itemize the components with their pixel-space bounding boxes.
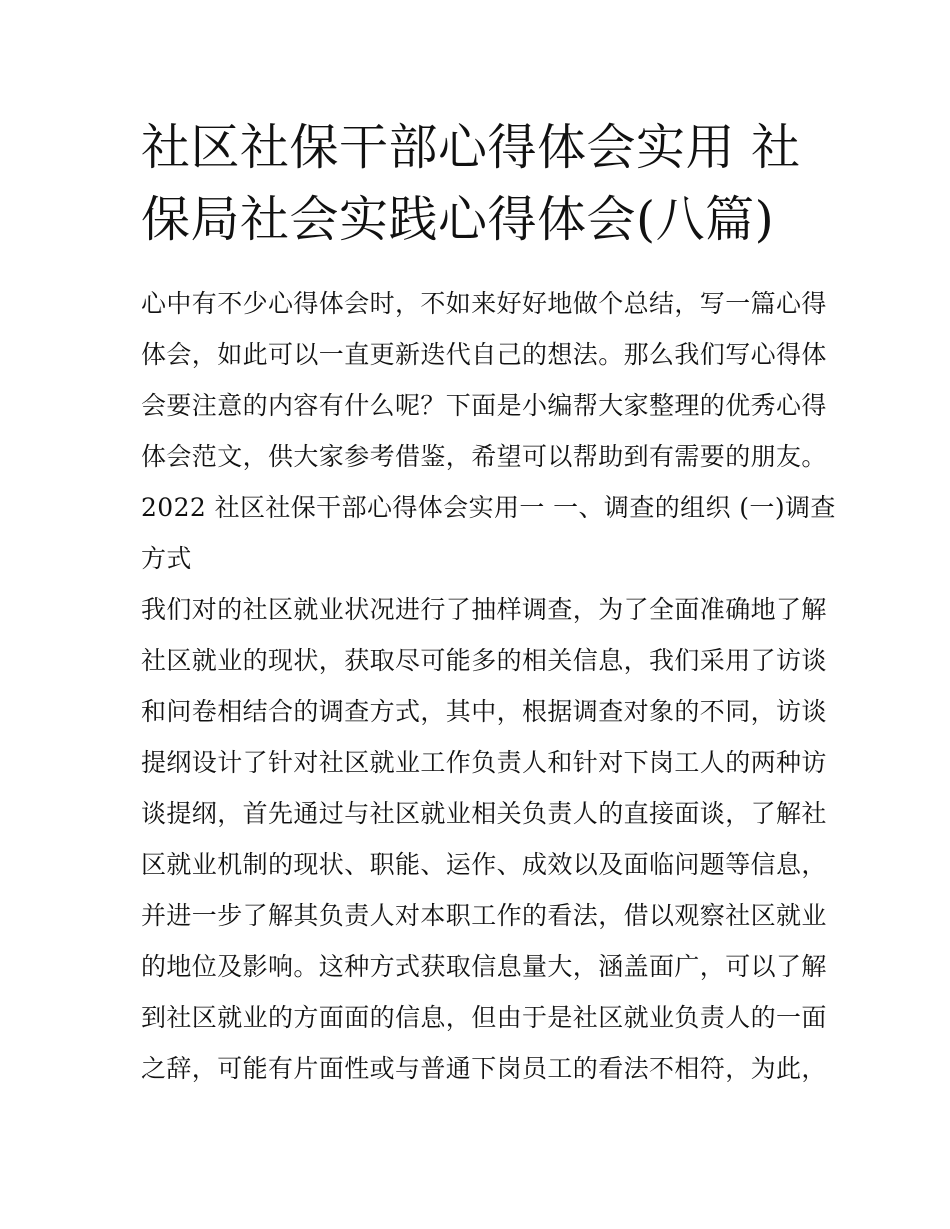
body-line-3: 会要注意的内容有什么呢？下面是小编帮大家整理的优秀心得 <box>141 391 827 420</box>
document-body <box>141 278 836 1094</box>
body-line-9: 和问卷相结合的调查方式，其中，根据调查对象的不同，访谈 <box>141 697 827 726</box>
body-line-14: 的地位及影响。这种方式获取信息量大，涵盖面广，可以了解 <box>141 952 827 981</box>
body-line-8: 社区就业的现状，获取尽可能多的相关信息，我们采用了访谈 <box>141 646 827 675</box>
title-line-1: 社区社保干部心得体会实用 社 <box>141 119 801 176</box>
body-line-4: 体会范文，供大家参考借鉴，希望可以帮助到有需要的朋友。 <box>141 442 827 471</box>
body-line-16: 之辞，可能有片面性或与普通下岗员工的看法不相符，为此， <box>141 1054 827 1083</box>
body-line-1: 心中有不少心得体会时，不如来好好地做个总结，写一篇心得 <box>141 289 827 318</box>
body-line-15: 到社区就业的方面面的信息，但由于是社区就业负责人的一面 <box>141 1003 827 1032</box>
body-line-7: 我们对的社区就业状况进行了抽样调查，为了全面准确地了解 <box>141 595 827 624</box>
body-line-5: 2022 社区社保干部心得体会实用一 一、调查的组织 (一)调查 <box>141 493 836 522</box>
body-line-2: 体会，如此可以一直更新迭代自己的想法。那么我们写心得体 <box>141 340 827 369</box>
body-line-13: 并进一步了解其负责人对本职工作的看法，借以观察社区就业 <box>141 901 827 930</box>
body-line-11: 谈提纲，首先通过与社区就业相关负责人的直接面谈，了解社 <box>141 799 827 828</box>
body-line-12: 区就业机制的现状、职能、运作、成效以及面临问题等信息， <box>141 850 827 879</box>
body-line-10: 提纲设计了针对社区就业工作负责人和针对下岗工人的两种访 <box>141 748 827 777</box>
document-title <box>141 112 821 256</box>
title-line-2: 保局社会实践心得体会(八篇) <box>141 191 775 248</box>
body-line-6: 方式 <box>141 544 192 573</box>
